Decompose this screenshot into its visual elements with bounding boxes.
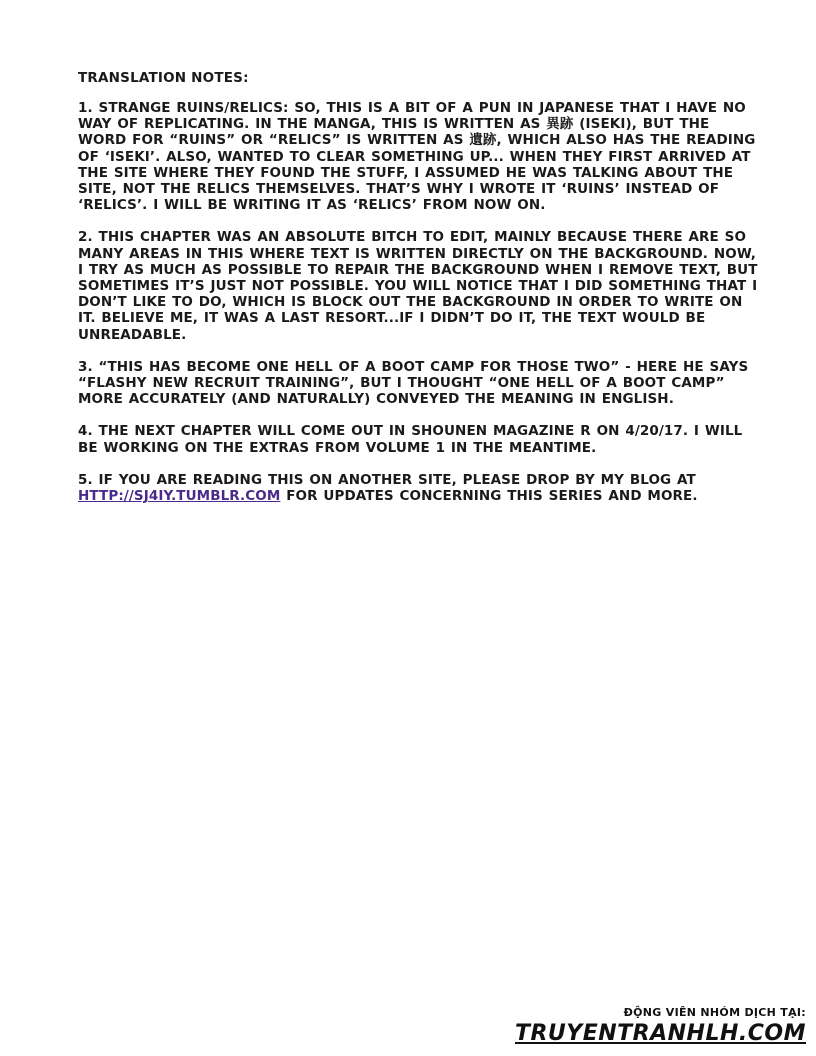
- page-title: TRANSLATION NOTES:: [78, 70, 249, 86]
- credit-caption: ĐỘNG VIÊN NHÓM DỊCH TẠI:: [623, 1006, 806, 1019]
- note-4: 4. THE NEXT CHAPTER WILL COME OUT IN SHOUNEN MAGAZINE R ON 4/20/17. I WILL BE WORKING ON THE EXTRAS FROM VOLUME 1 IN THE MEANTIME.: [78, 423, 743, 456]
- credit-site-logo: TRUYENTRANHLH.COM: [514, 1021, 806, 1046]
- blog-link[interactable]: HTTP://SJ4IY.TUMBLR.COM: [78, 488, 281, 505]
- scanlation-credit: [515, 1006, 806, 1046]
- note-2: 2. THIS CHAPTER WAS AN ABSOLUTE BITCH TO EDIT, MAINLY BECAUSE THERE ARE SO MANY AREAS IN THIS WHERE TEXT IS WRITTEN DIRECTLY ON THE BACKGROUND. NOW, I TRY AS MUCH AS POSSIBLE TO REPAIR THE BACKGROUND WHEN I REMOVE TEXT, BUT SOMETIMES IT’S JUST NOT POSSIBLE. YOU WILL NOTICE THAT I DID SOMETHING THAT I DON’T LIKE TO DO, WHICH IS BLOCK OUT THE BACKGROUND IN ORDER TO WRITE ON IT. BELIEVE ME, IT WAS A LAST RESORT...IF I DIDN’T DO IT, THE TEXT WOULD BE UNREADABLE.: [78, 229, 758, 343]
- note-5-text-after: FOR UPDATES CONCERNING THIS SERIES AND MORE.: [280, 488, 698, 505]
- translation-notes-page: [78, 70, 758, 520]
- note-5: [78, 472, 758, 504]
- note-5-text-before: 5. IF YOU ARE READING THIS ON ANOTHER SITE, PLEASE DROP BY MY BLOG AT: [78, 471, 696, 488]
- note-1: 1. STRANGE RUINS/RELICS: SO, THIS IS A BIT OF A PUN IN JAPANESE THAT I HAVE NO WAY OF REPLICATING. IN THE MANGA, THIS IS WRITTEN AS 異跡 (ISEKI), BUT THE WORD FOR “RUINS” OR “RELICS” IS WRITTEN AS 遺跡, WHICH ALSO HAS THE READING OF ‘ISEKI’. ALSO, WANTED TO CLEAR SOMETHING UP... WHEN THEY FIRST ARRIVED AT THE SITE WHERE THEY FOUND THE STUFF, I ASSUMED HE WAS TALKING ABOUT THE SITE, NOT THE RELICS THEMSELVES. THAT’S WHY I WROTE IT ‘RUINS’ INSTEAD OF ‘RELICS’. I WILL BE WRITING IT AS ‘RELICS’ FROM NOW ON.: [78, 100, 756, 214]
- note-3: 3. “THIS HAS BECOME ONE HELL OF A BOOT CAMP FOR THOSE TWO” - HERE HE SAYS “FLASHY NEW RECRUIT TRAINING”, BUT I THOUGHT “ONE HELL OF A BOOT CAMP” MORE ACCURATELY (AND NATURALLY) CONVEYED THE MEANING IN ENGLISH.: [78, 358, 749, 408]
